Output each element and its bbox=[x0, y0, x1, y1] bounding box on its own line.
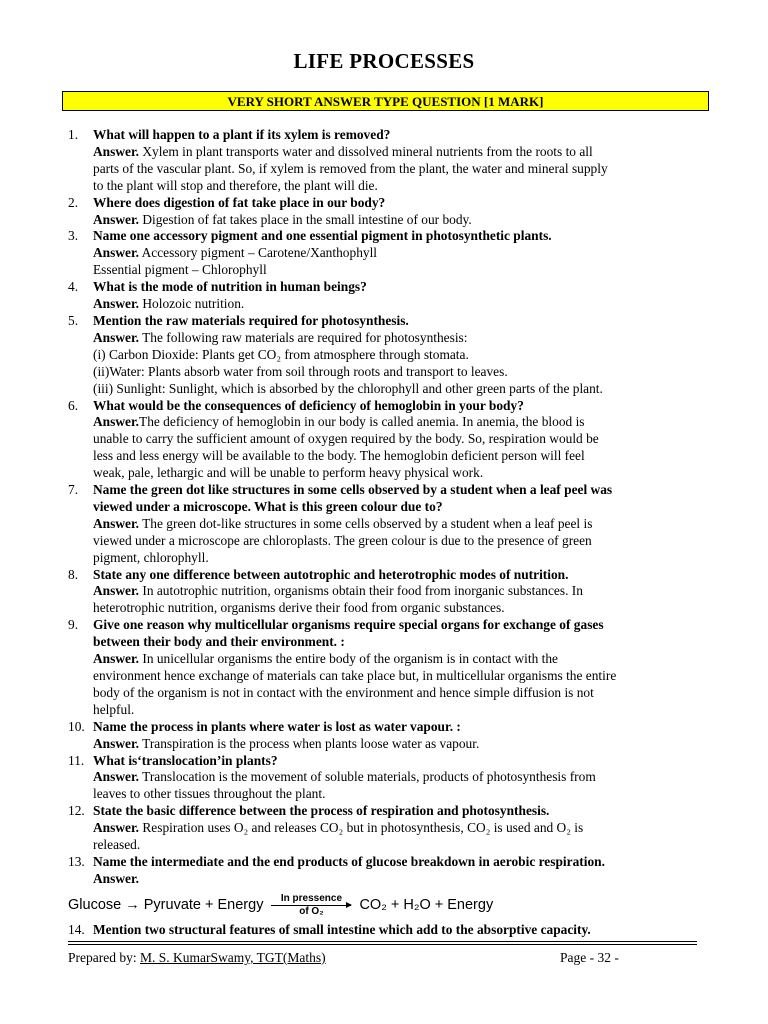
question-text: State the basic difference between the process of respiration and photosynthesis. bbox=[93, 803, 550, 819]
question-body bbox=[93, 195, 700, 229]
question-item bbox=[68, 719, 700, 753]
answer-line: Essential pigment – Chlorophyll bbox=[93, 262, 267, 278]
question-body bbox=[93, 753, 700, 804]
question-text: Where does digestion of fat take place in our body? bbox=[93, 194, 386, 210]
page-title: LIFE PROCESSES bbox=[293, 49, 475, 73]
question-item bbox=[68, 803, 700, 854]
section-banner: VERY SHORT ANSWER TYPE QUESTION [1 MARK] bbox=[62, 91, 709, 111]
question-body bbox=[93, 922, 700, 939]
answer-line: (ii)Water: Plants absorb water from soil through roots and transport to leaves. bbox=[93, 363, 508, 379]
answer-line: released. bbox=[93, 837, 141, 853]
answer-line: Answer. The following raw materials are required for photosynthesis: bbox=[93, 329, 468, 345]
answer-line: Answer. Translocation is the movement of soluble materials, products of photosynthesis from bbox=[93, 769, 596, 785]
question-number: 8. bbox=[68, 566, 79, 582]
answer-line: leaves to other tissues throughout the plant. bbox=[93, 786, 326, 802]
question-body bbox=[93, 719, 700, 753]
question-text: between their body and their environment. : bbox=[93, 634, 345, 650]
footer-rule-bottom bbox=[68, 944, 697, 945]
answer-line: helpful. bbox=[93, 701, 135, 717]
answer-label: Answer. bbox=[93, 211, 140, 227]
question-item bbox=[68, 398, 700, 483]
answer-label: Answer. bbox=[93, 296, 140, 312]
answer-line: Answer. Holozoic nutrition. bbox=[93, 296, 245, 312]
question-body bbox=[93, 279, 700, 313]
answer-label: Answer. bbox=[93, 735, 140, 751]
answer-line: to the plant will stop and therefore, the plant will die. bbox=[93, 177, 378, 193]
question-text: Name one accessory pigment and one essential pigment in photosynthetic plants. bbox=[93, 228, 552, 244]
question-body bbox=[93, 854, 700, 888]
answer-line: Answer. Digestion of fat takes place in the small intestine of our body. bbox=[93, 211, 472, 227]
question-body bbox=[93, 567, 700, 618]
answer-label: Answer. bbox=[93, 515, 140, 531]
answer-label: Answer. bbox=[93, 870, 140, 886]
question-number: 10. bbox=[68, 718, 85, 734]
answer-line: pigment, chlorophyll. bbox=[93, 549, 209, 565]
question-number: 1. bbox=[68, 127, 79, 142]
answer-line: Answer. Respiration uses O₂ and releases CO₂ but in photosynthesis, CO₂ is used and O₂ is bbox=[93, 820, 584, 836]
question-item bbox=[68, 279, 700, 313]
question-item bbox=[68, 753, 700, 804]
question-body bbox=[93, 313, 700, 398]
answer-line: (iii) Sunlight: Sunlight, which is absorbed by the chlorophyll and other green parts of the plant. bbox=[93, 380, 603, 396]
question-item bbox=[68, 854, 700, 888]
answer-line: Answer. In unicellular organisms the entire body of the organism is in contact with the bbox=[93, 651, 559, 667]
respiration-equation bbox=[68, 889, 700, 922]
question-item bbox=[68, 482, 700, 567]
reaction-arrow bbox=[269, 894, 353, 917]
question-text: Give one reason why multicellular organisms require special organs for exchange of gases bbox=[93, 617, 604, 633]
question-text: Name the process in plants where water is lost as water vapour. : bbox=[93, 718, 461, 734]
answer-line: viewed under a microscope are chloroplasts. The green colour is due to the presence of green bbox=[93, 532, 592, 548]
answer-line: weak, pale, lethargic and will be unable to perform heavy physical work. bbox=[93, 465, 484, 481]
answer-label: Answer. bbox=[93, 820, 140, 836]
question-item bbox=[68, 195, 700, 229]
question-list bbox=[68, 127, 700, 939]
question-item bbox=[68, 922, 700, 939]
answer-line: unable to carry the sufficient amount of oxygen required by the body. So, respiration would be bbox=[93, 431, 599, 447]
question-body bbox=[93, 398, 700, 483]
answer-line: Answer. Xylem in plant transports water and dissolved mineral nutrients from the roots to all bbox=[93, 143, 593, 159]
question-number: 2. bbox=[68, 194, 79, 210]
equation-products: CO₂ + H₂O + Energy bbox=[359, 896, 494, 913]
question-text: Mention the raw materials required for photosynthesis. bbox=[93, 312, 409, 328]
question-text: Name the intermediate and the end products of glucose breakdown in aerobic respiration. bbox=[93, 853, 605, 869]
question-text: What will happen to a plant if its xylem is removed? bbox=[93, 127, 391, 142]
question-item bbox=[68, 127, 700, 195]
answer-label: Answer. bbox=[93, 769, 140, 785]
question-number: 5. bbox=[68, 312, 79, 328]
question-body bbox=[93, 803, 700, 854]
question-text: What is‘translocation’in plants? bbox=[93, 752, 278, 768]
question-number: 9. bbox=[68, 617, 79, 633]
equation-reactants: Glucose → Pyruvate + Energy bbox=[68, 896, 264, 913]
arrow-condition: of O₂ bbox=[299, 905, 324, 917]
arrow-condition: In pressence bbox=[280, 892, 343, 904]
answer-line: (i) Carbon Dioxide: Plants get CO₂ from atmosphere through stomata. bbox=[93, 346, 469, 362]
answer-line: heterotrophic nutrition, organisms derive their food from organic substances. bbox=[93, 600, 505, 616]
question-text: Mention two structural features of small intestine which add to the absorptive capacity. bbox=[93, 921, 591, 937]
question-text: State any one difference between autotrophic and heterotrophic modes of nutrition. bbox=[93, 566, 569, 582]
question-body bbox=[93, 617, 700, 718]
question-item bbox=[68, 228, 700, 279]
question-number: 7. bbox=[68, 482, 79, 498]
question-number: 11. bbox=[68, 752, 85, 768]
question-number: 3. bbox=[68, 228, 79, 244]
question-number: 13. bbox=[68, 853, 85, 869]
answer-label: Answer. bbox=[93, 414, 140, 430]
answer-label: Answer. bbox=[93, 245, 140, 261]
arrow-line bbox=[271, 905, 351, 906]
question-body bbox=[93, 228, 700, 279]
question-text: viewed under a microscope. What is this green colour due to? bbox=[93, 498, 443, 514]
question-item bbox=[68, 617, 700, 718]
answer-line: environment hence exchange of materials can take place but, in multicellular organisms the entire bbox=[93, 668, 617, 683]
question-body bbox=[93, 482, 700, 567]
answer-line: Answer.The deficiency of hemoglobin in our body is called anemia. In anemia, the blood is bbox=[93, 414, 585, 430]
answer-label: Answer. bbox=[93, 651, 140, 667]
question-number: 6. bbox=[68, 397, 79, 413]
question-body bbox=[93, 127, 700, 195]
answer-label: Answer. bbox=[93, 583, 140, 599]
answer-line: Answer. Accessory pigment – Carotene/Xanthophyll bbox=[93, 245, 378, 261]
footer-rule-top bbox=[68, 941, 697, 942]
page-number: Page - 32 - bbox=[560, 950, 619, 965]
question-text: What would be the consequences of deficiency of hemoglobin in your body? bbox=[93, 397, 524, 413]
prepared-label: Prepared by: bbox=[68, 950, 137, 965]
question-number: 12. bbox=[68, 803, 85, 819]
question-item bbox=[68, 313, 700, 398]
answer-label: Answer. bbox=[93, 329, 140, 345]
answer-line: less and less energy will be available to the body. The hemoglobin deficient person will feel bbox=[93, 448, 585, 464]
answer-line: Answer. The green dot-like structures in some cells observed by a student when a leaf peel is bbox=[93, 515, 593, 531]
question-text: Name the green dot like structures in some cells observed by a student when a leaf peel was bbox=[93, 482, 613, 498]
answer-label: Answer. bbox=[93, 143, 140, 159]
question-number: 4. bbox=[68, 279, 79, 295]
answer-line: Answer. In autotrophic nutrition, organisms obtain their food from inorganic substances. In bbox=[93, 583, 583, 599]
question-text: What is the mode of nutrition in human beings? bbox=[93, 279, 367, 295]
answer-line: body of the organism is not in contact with the environment and hence simple diffusion is not bbox=[93, 684, 594, 700]
question-number: 14. bbox=[68, 921, 85, 937]
question-item bbox=[68, 567, 700, 618]
author-name: M. S. KumarSwamy, TGT(Maths) bbox=[139, 950, 326, 965]
answer-line: Answer. Transpiration is the process when plants loose water as vapour. bbox=[93, 735, 480, 751]
footer-prepared-by bbox=[68, 950, 326, 966]
answer-line: parts of the vascular plant. So, if xylem is removed from the plant, the water and mineral supply bbox=[93, 160, 608, 176]
